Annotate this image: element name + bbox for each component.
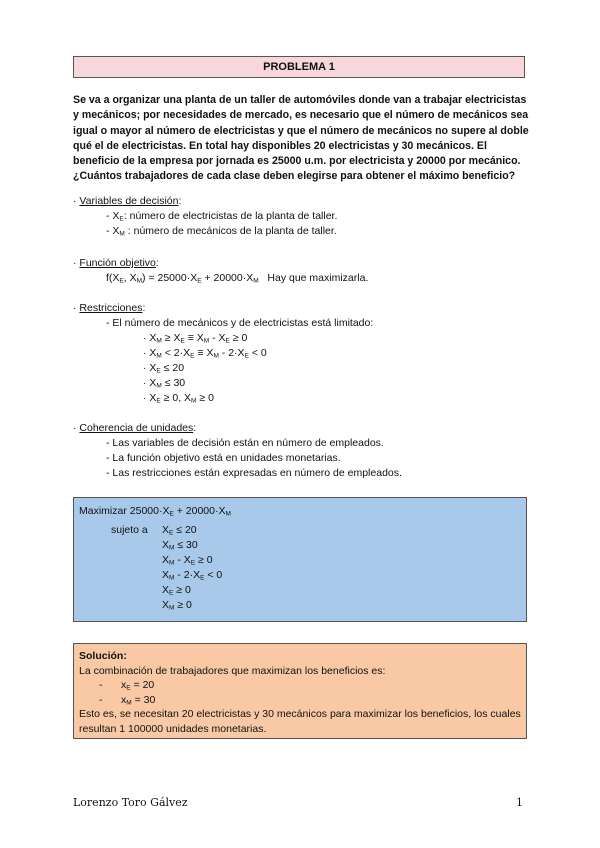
footer-author: Lorenzo Toro Gálvez: [73, 796, 188, 809]
model-constraint: $X_E \ge 0$: [162, 584, 191, 597]
model-constraints: [162, 523, 222, 613]
variables-section: · Variables de decisión: - $X_E$: número de electricistas de la planta de taller. - $X_M$ : número de mecánicos de la planta de taller.: [73, 195, 338, 238]
footer-page-number: 1: [516, 796, 523, 809]
model-constraint: $X_M \ge 0$: [162, 599, 192, 612]
coherence-item: - La función objetivo está en unidades monetarias.: [106, 452, 341, 464]
model-constraint: $X_E \le 20$: [162, 524, 197, 537]
restriction-1: · $X_M \ge X_E \equiv X_M - X_E \ge 0$: [143, 332, 248, 345]
restriction-4: · $X_M \le 30$: [143, 377, 186, 390]
model-constraint: $X_M - 2\cdot X_E < 0$: [162, 569, 223, 582]
restrictions-heading: Restricciones: [79, 302, 143, 314]
solution-intro: La combinación de trabajadores que maximizan los beneficios es:: [79, 664, 386, 677]
solution-heading: Solución:: [79, 650, 127, 662]
restrictions-section: · Restricciones: - El número de mecánicos y de electricistas está limitado: · $X_M \ge X_E \equiv X_M - X_E \ge 0$ · $X_M < 2\cdot X_E \equiv X_M - 2\cdot X_E < 0$ · $X_E \le 20$ · $X_M \le 30$ · $X_E \ge 0$, $X_M \ge 0$: [73, 302, 374, 405]
problem-title: PROBLEMA 1: [73, 56, 525, 78]
model-constraint: $X_M - X_E \ge 0$: [162, 554, 213, 567]
solution-xe: - $x_E = 20$: [99, 679, 155, 692]
solution-conclusion: Esto es, se necesitan 20 electricistas y 30 mecánicos para maximizar los beneficios, los cuales resultan 1 100000 unidades monetarias.: [79, 708, 521, 735]
coherence-item: - Las variables de decisión están en número de empleados.: [106, 437, 384, 449]
variables-heading: Variables de decisión: [79, 195, 179, 207]
variable-xe: - $X_E$: número de electricistas de la planta de taller.: [106, 210, 338, 223]
variable-xm: - $X_M$ : número de mecánicos de la planta de taller.: [106, 225, 337, 238]
statement-text: Se va a organizar una planta de un taller de automóviles donde van a trabajar electricistas y mecánicos; por necesidades de mercado, es necesario que el número de mecánicos sea igual o mayor al número de electricistas y que el número de mecánicos no supere al doble qué el de electricistas. En total hay disponibles 20 electricistas y 30 mecánicos. El beneficio de la empresa por jornada es 25000 u.m. por electricista y 20000 por mecánico. ¿Cuántos trabajadores de cada clase deben elegirse para obtener el máximo beneficio?: [73, 94, 529, 183]
restriction-3: · $X_E \le 20$: [143, 362, 185, 375]
model-objective: Maximizar $25000\cdot X_E + 20000\cdot X_M$: [79, 505, 231, 518]
coherence-section: · Coherencia de unidades: - Las variables de decisión están en número de empleados. - La función objetivo está en unidades monetarias. - Las restricciones están expresadas en número de empleados.: [73, 422, 402, 479]
coherence-item: - Las restricciones están expresadas en número de empleados.: [106, 467, 402, 479]
objective-expression: $f(X_E$, $X_M) = 25000\cdot X_E + 20000\cdot X_M$ Hay que maximizarla.: [106, 272, 369, 285]
coherence-heading: Coherencia de unidades: [79, 422, 194, 434]
objective-section: · Función objetivo: $f(X_E$, $X_M) = 25000\cdot X_E + 20000\cdot X_M$ Hay que maximizarla.: [73, 257, 369, 285]
objective-heading: Función objetivo: [79, 257, 156, 269]
restriction-5: · $X_E \ge 0$, $X_M \ge 0$: [143, 392, 214, 405]
solution-xm: - $x_M = 30$: [99, 693, 156, 707]
model-box: [73, 497, 527, 622]
model-subject-to: sujeto a: [111, 524, 148, 536]
model-constraint: $X_M \le 30$: [162, 539, 198, 552]
problem-statement: [73, 93, 533, 185]
solution-box: [73, 643, 527, 739]
restrictions-intro: - El número de mecánicos y de electricistas está limitado:: [106, 317, 374, 329]
restriction-2: · $X_M < 2\cdot X_E \equiv X_M - 2\cdot X_E < 0$: [143, 347, 267, 360]
